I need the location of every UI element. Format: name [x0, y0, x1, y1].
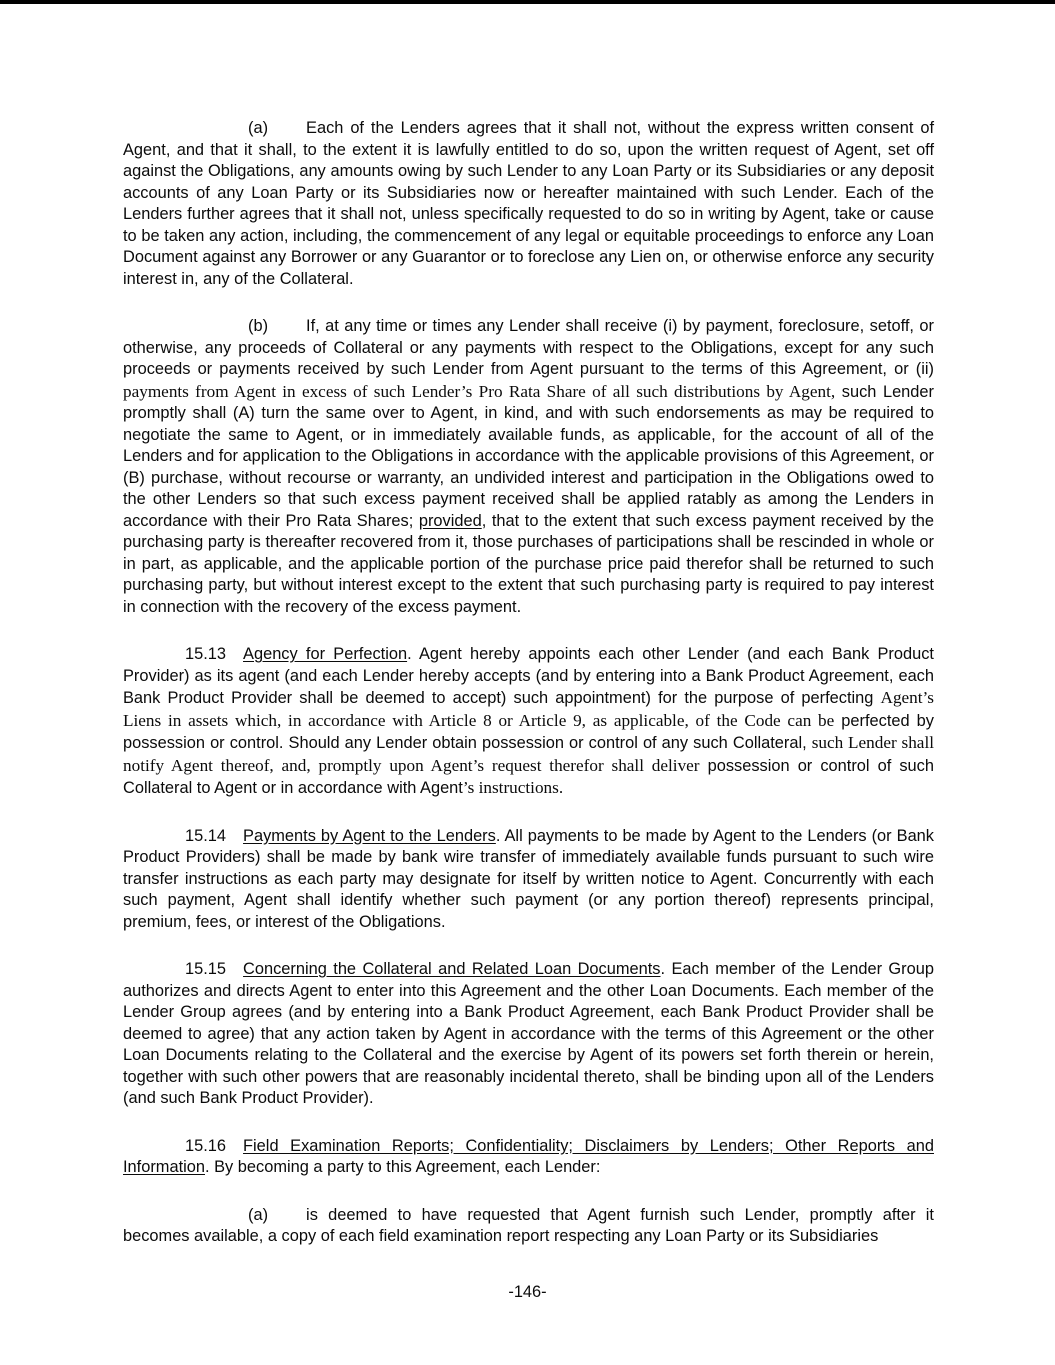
document-body — [123, 118, 934, 1274]
paragraph-label: (b) — [248, 317, 269, 335]
text-segment: Each of the Lenders agrees that it shall not, without the express written consent of Agent, and that it shall, to the extent it is lawfully entitled to do so, upon the written request of Agent, set off against the Obligations, any amounts owing by such Lender to any Loan Party or its Subsidiaries or any deposit accounts of any Loan Party or its Subsidiaries now or hereafter maintained with such Lender. Each of the Lenders further agrees that it shall not, unless specifically requested to do so in writing by Agent, take or cause to be taken any action, including, the commencement of any legal or equitable proceedings to enforce any Loan Document against any Borrower or any Guarantor or to foreclose any Lien on, or otherwise enforce any security interest in, any of the Collateral. — [123, 119, 934, 288]
tab-spacer — [226, 1150, 243, 1151]
text-segment: such Lender shall notify Agent thereof, and, promptly upon Agent’s request therefor shall deliver — [123, 733, 934, 775]
sub-paragraph — [123, 1205, 934, 1248]
text-segment: perfected by possession or control. Should any Lender obtain possession or control of any such Collateral, — [123, 711, 934, 752]
paragraph-label: 15.16 — [185, 1136, 227, 1155]
section-paragraph — [123, 1136, 934, 1179]
tab-spacer — [226, 658, 243, 659]
tab-spacer — [268, 132, 306, 133]
text-segment: ’s instructions. — [462, 778, 564, 797]
paragraph-label: 15.13 — [185, 645, 227, 663]
underlined-heading-text: provided — [418, 511, 482, 530]
text-segment: . By becoming a party to this Agreement, each Lender: — [205, 1158, 601, 1176]
scan-edge-artifact — [0, 0, 1055, 4]
section-paragraph — [123, 959, 934, 1110]
text-segment: . All payments to be made by Agent to the Lenders (or Bank Product Providers) shall be made by bank wire transfer of immediately available funds pursuant to such wire transfer instructions as each party may designate for itself by written notice to Agent. Concurrently with each such payment, Agent shall identify whether such payment (or any portion thereof) represents principal, premium, fees, or interest of the Obligations. — [123, 826, 934, 931]
section-paragraph — [123, 826, 934, 934]
text-segment: Agent’s Liens in assets which, in accordance with Article 8 or Article 9, as applicable, of the Code can be — [123, 688, 934, 730]
underlined-heading-text: Payments by Agent to the Lenders — [243, 826, 496, 845]
text-segment: is deemed to have requested that Agent furnish such Lender, promptly after it becomes available, a copy of each field examination report respecting any Loan Party or its Subsidiaries — [123, 1205, 934, 1245]
tab-spacer — [226, 840, 243, 841]
text-segment: . Each member of the Lender Group authorizes and directs Agent to enter into this Agreement and the other Loan Documents. Each member of the Lender Group agrees (and by entering into a Bank Product Agreement, each Bank Product Provider shall be deemed to agree) that any action taken by Agent in accordance with the terms of this Agreement or the other Loan Documents relating to the Collateral and the exercise by Agent of its powers set forth therein or herein, together with such other powers that are reasonably incidental thereto, shall be binding upon all of the Lenders (and such Bank Product Provider). — [123, 960, 934, 1107]
paragraph-label: 15.14 — [185, 826, 227, 845]
section-paragraph — [123, 644, 934, 800]
sub-paragraph — [123, 118, 934, 290]
page-number: -146- — [508, 1283, 547, 1301]
text-segment: payments from Agent in excess of such Lender’s Pro Rata Share of all such distributions by Agent, — [123, 381, 836, 401]
text-segment: If, at any time or times any Lender shall receive (i) by payment, foreclosure, setoff, or otherwise, any proceeds of Collateral or any payments with respect to the Obligations, except for any such proceeds or payments received by such Lender from Agent pursuant to the terms of this Agreement, or (ii) — [123, 317, 934, 378]
paragraph-label: 15.15 — [185, 960, 227, 978]
text-segment: such Lender promptly shall (A) turn the same over to Agent, in kind, and with such endorsements as may be required to negotiate the same to Agent, or in immediately available funds, as applicable, for the account of all of the Lenders and for application to the Obligations in accordance with the applicable provisions of this Agreement, or (B) purchase, without recourse or warranty, an undivided interest and participation in the Obligations owed to the other Lenders so that such excess payment received shall be applied ratably as among the Lenders in accordance with their Pro Rata Shares; — [123, 382, 934, 530]
paragraph-label: (a) — [248, 119, 269, 137]
underlined-heading-text: Concerning the Collateral and Related Loan Documents — [243, 960, 661, 978]
text-segment: . Agent hereby appoints each other Lender (and each Bank Product Provider) as its agent (and each Lender hereby accepts (and by entering into a Bank Product Agreement, each Bank Product Provider shall be deemed to accept) such appointment) for the purpose of perfecting — [123, 645, 934, 707]
paragraph-label: (a) — [248, 1205, 269, 1224]
tab-spacer — [268, 1219, 306, 1220]
tab-spacer — [226, 973, 243, 974]
sub-paragraph — [123, 316, 934, 618]
text-segment: possession or control of such Collateral to Agent or in accordance with Agent — [123, 756, 934, 797]
text-segment: , that to the extent that such excess payment received by the purchasing party is thereafter recovered from it, those purchases of participations shall be rescinded in whole or in part, as applicable, and the applicable portion of the purchase price paid therefor shall be returned to such purchasing party, but without interest except to the extent that such purchasing party is required to pay interest in connection with the recovery of the excess payment. — [123, 511, 934, 616]
tab-spacer — [268, 330, 306, 331]
underlined-heading-text: Field Examination Reports; Confidentiality; Disclaimers by Lenders; Other Reports and Information — [123, 1136, 934, 1176]
underlined-heading-text: Agency for Perfection — [243, 645, 408, 663]
